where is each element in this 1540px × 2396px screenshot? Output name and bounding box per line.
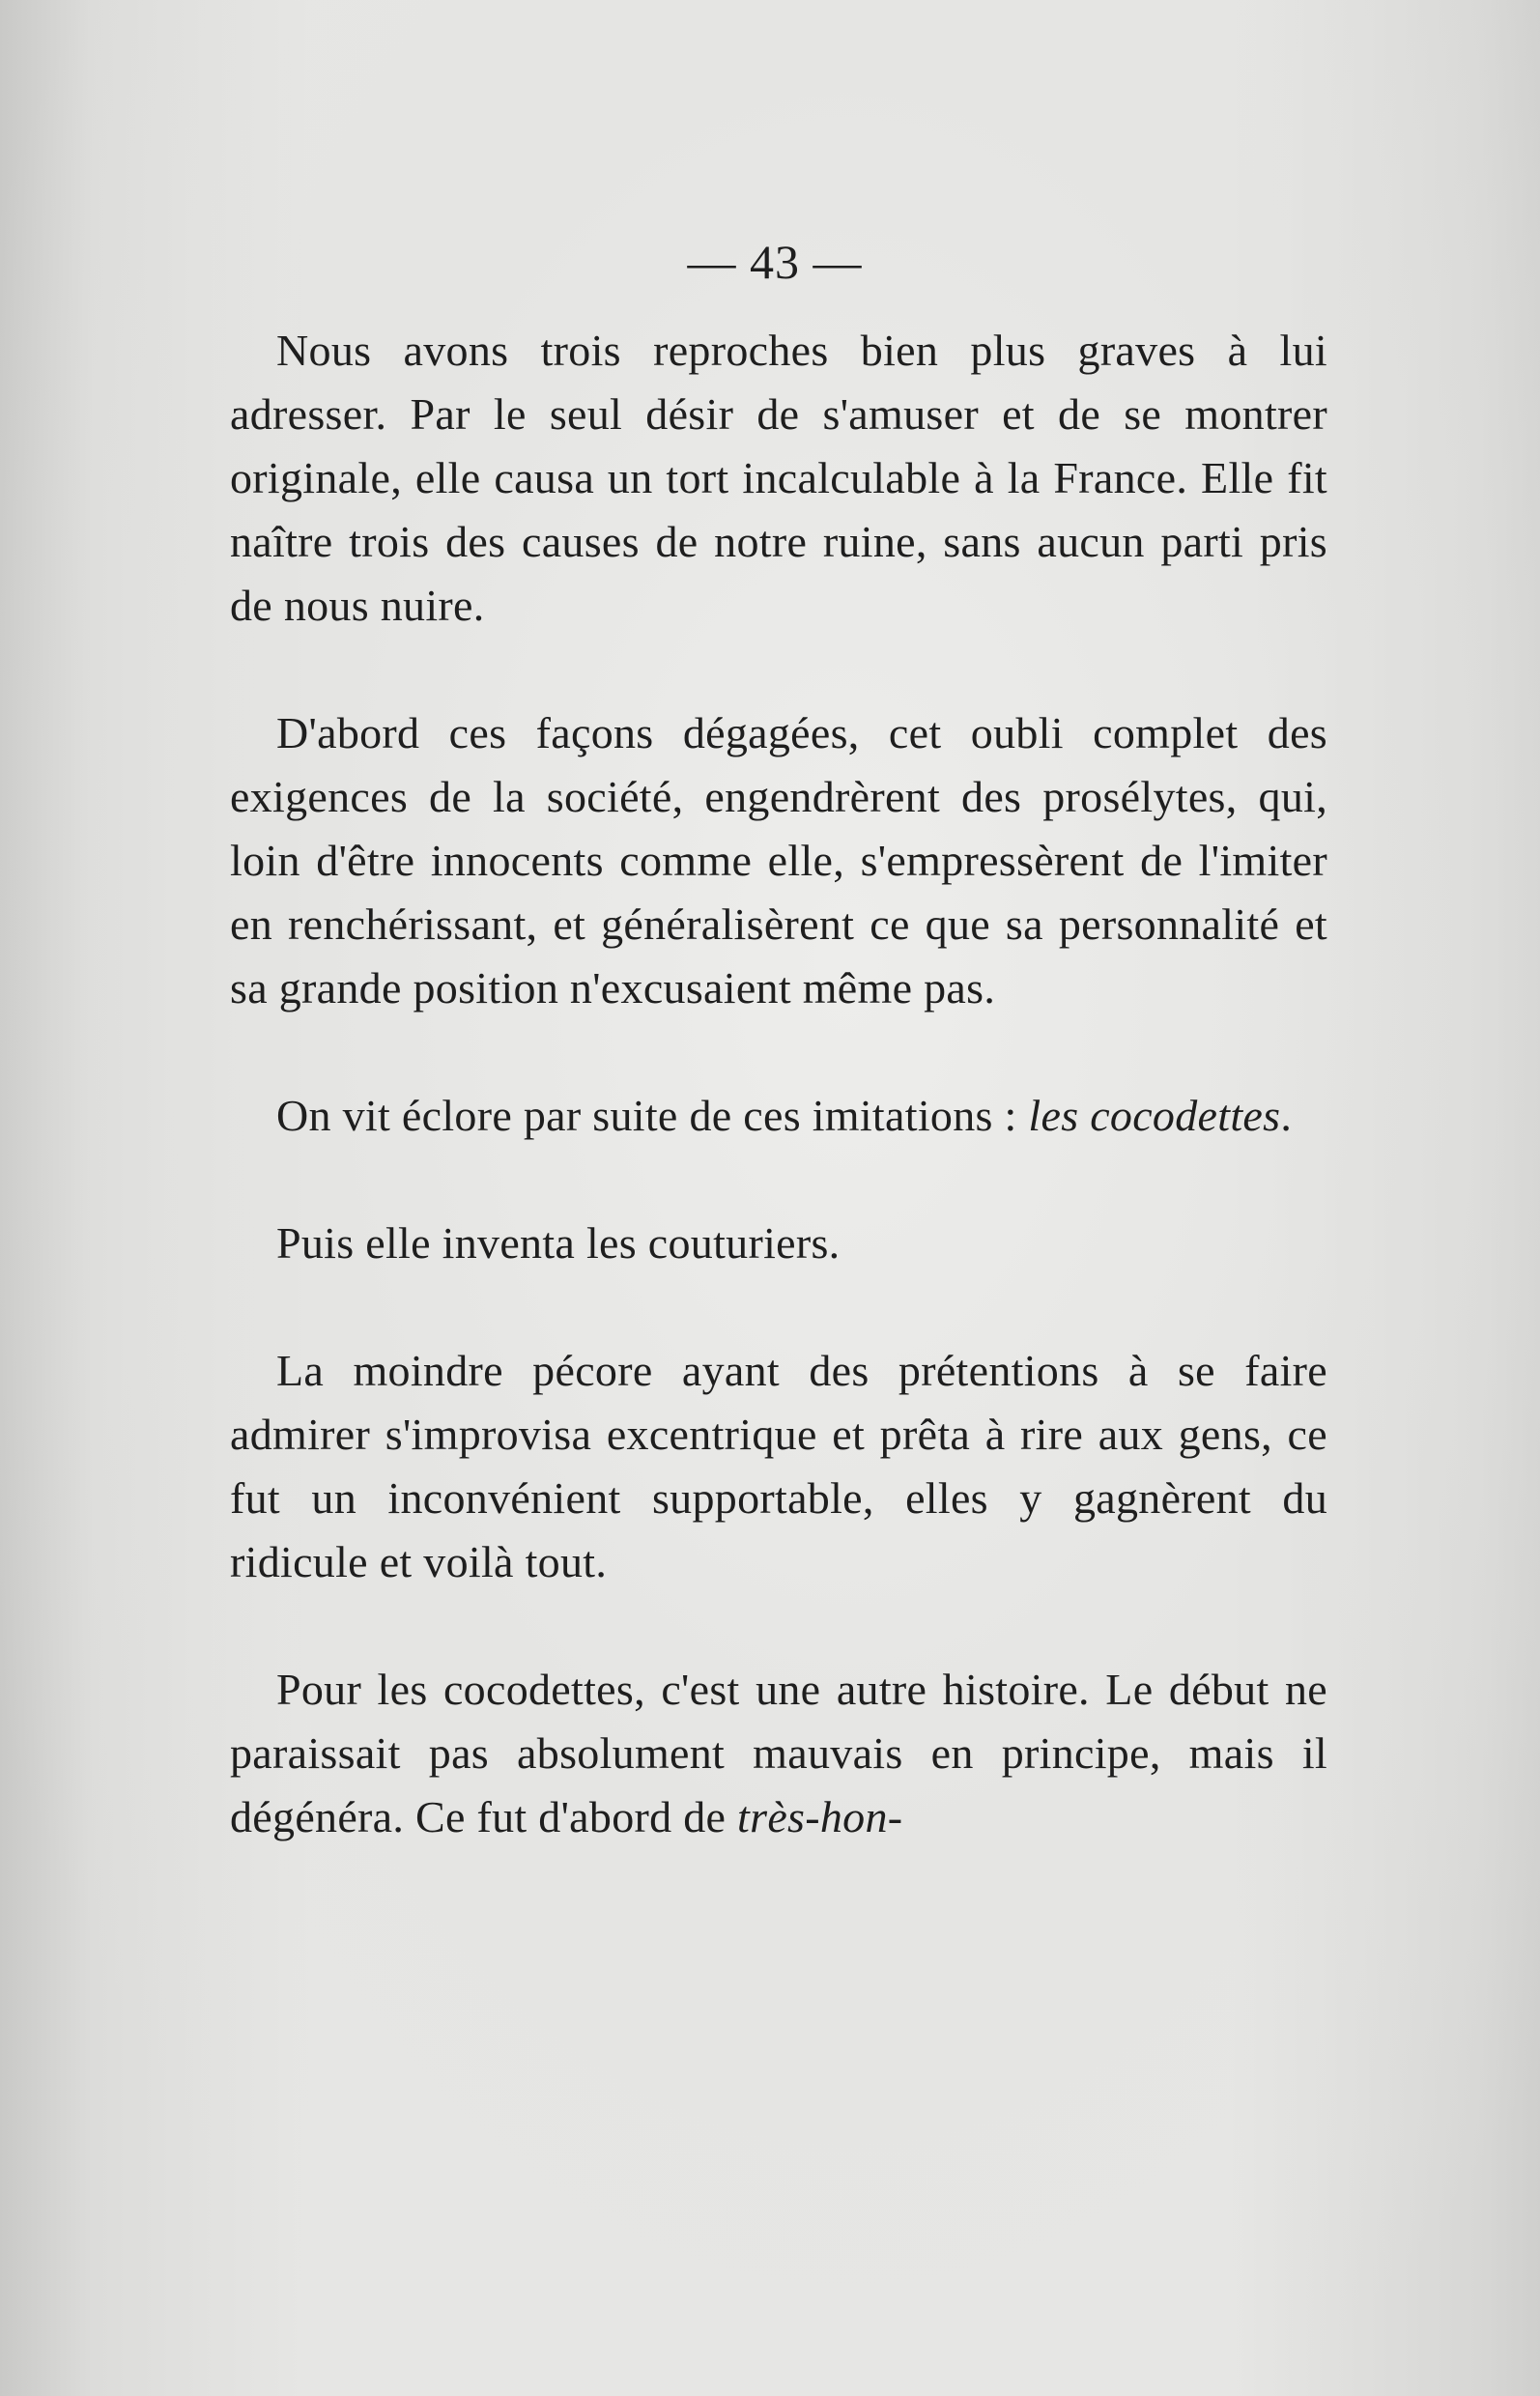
- paragraph-2-text: D'abord ces façons dégagées, cet oubli complet des exigences de la société, engendrèrent des prosélytes, qui, loin d'être innocents comme elle, s'empressèrent de l'imiter en renchérissant, et généralisèrent ce que sa personnalité et sa grande position n'excusaient même pas.: [230, 708, 1327, 1013]
- paragraph-3-italic: les cocodettes: [1028, 1091, 1281, 1140]
- paragraph-6: [230, 1658, 1327, 1849]
- body-text: [230, 319, 1327, 1913]
- paragraph-2: [230, 701, 1327, 1020]
- page-number: — 43 —: [687, 235, 863, 289]
- paragraph-4: [230, 1212, 1327, 1275]
- paragraph-1: [230, 319, 1327, 638]
- paragraph-6-text: Pour les cocodettes, c'est une autre histoire. Le début ne paraissait pas absolument mauvais en principe, mais il dégénéra. Ce fut d'abord de: [230, 1665, 1327, 1841]
- paragraph-5: [230, 1339, 1327, 1594]
- paragraph-3: [230, 1084, 1327, 1148]
- paragraph-5-text: La moindre pécore ayant des prétentions à se faire admirer s'improvisa excentrique et prêta à rire aux gens, ce fut un inconvénient supportable, elles y gagnèrent du ridicule et voilà tout.: [230, 1346, 1327, 1586]
- paragraph-6-italic: très-hon-: [737, 1792, 903, 1841]
- paragraph-3-text: On vit éclore par suite de ces imitations :: [276, 1091, 1029, 1140]
- paragraph-1-text: Nous avons trois reproches bien plus graves à lui adresser. Par le seul désir de s'amuser et de se montrer originale, elle causa un tort incalculable à la France. Elle fit naître trois des causes de notre ruine, sans aucun parti pris de nous nuire.: [230, 326, 1327, 630]
- paragraph-3-after: .: [1280, 1091, 1293, 1140]
- paragraph-4-text: Puis elle inventa les couturiers.: [276, 1218, 841, 1268]
